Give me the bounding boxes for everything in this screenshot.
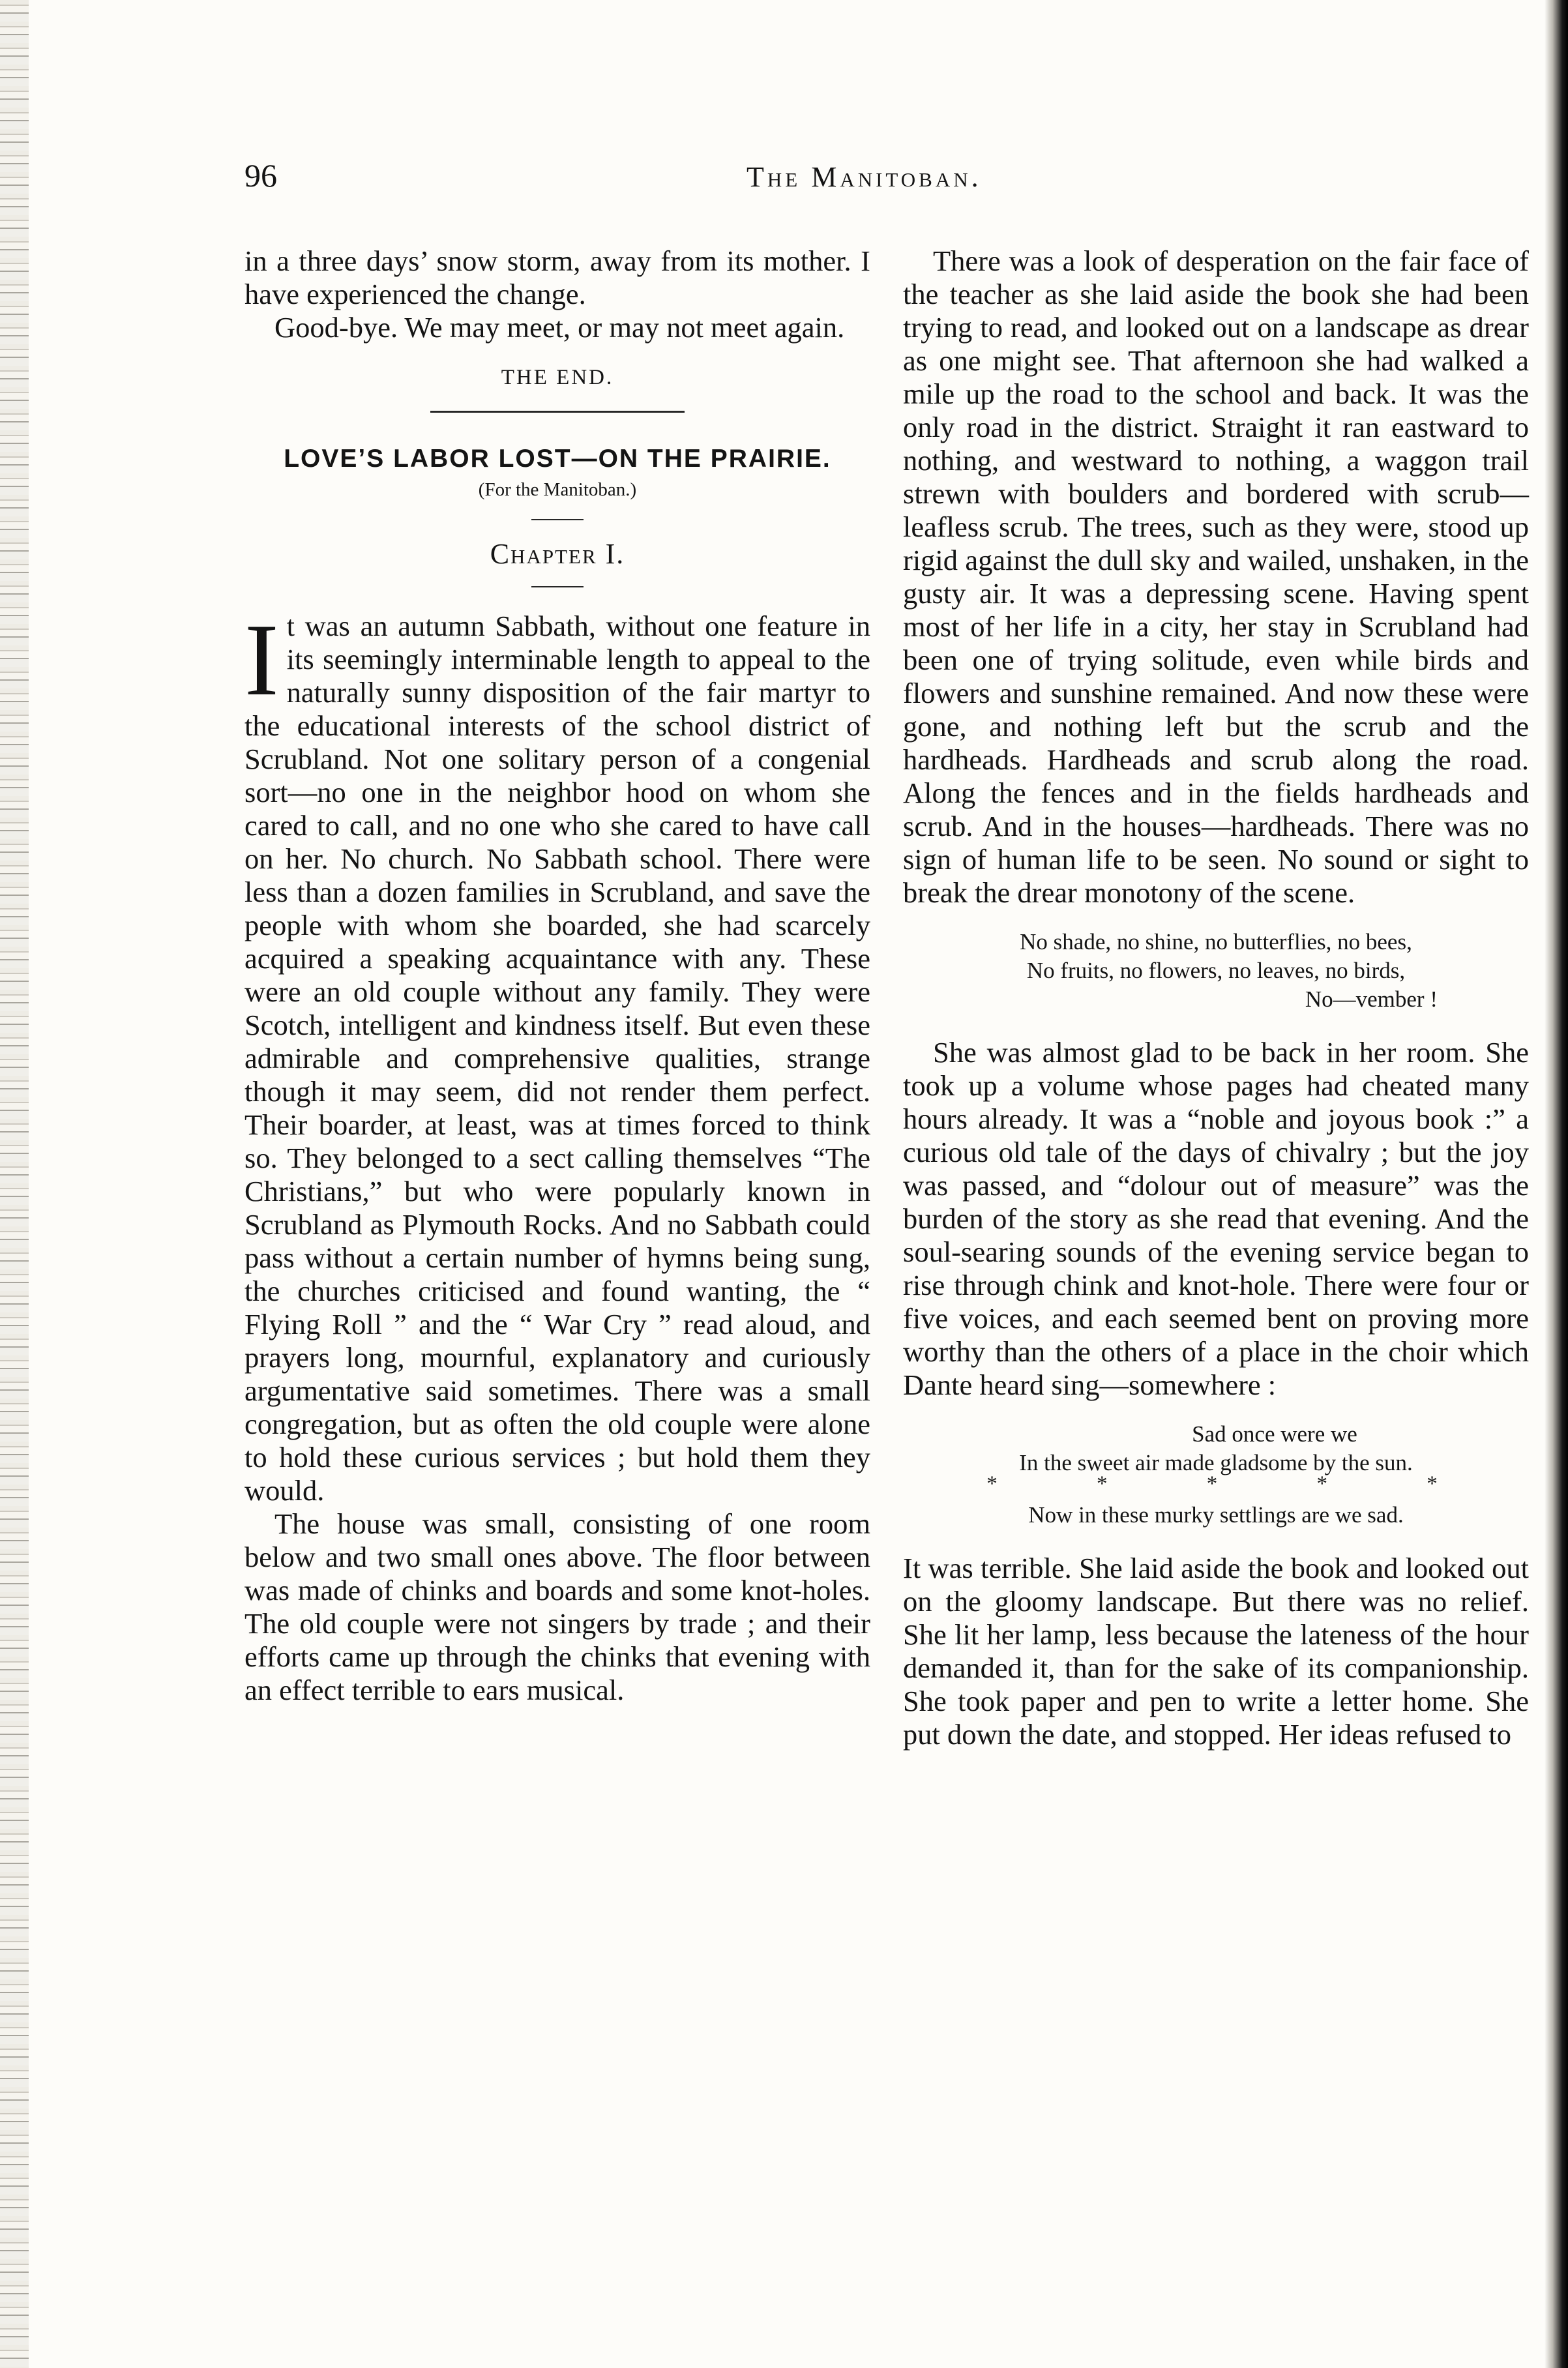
end-mark: THE END. <box>501 366 614 389</box>
short-rule-top <box>531 519 584 520</box>
chapter-heading: Chapter I. <box>490 538 625 570</box>
paragraph-room: She was almost glad to be back in her room. She took up a volume whose pages had cheated many hours already. It was a “noble and joyous book :” a curious old tale of the days of chivalry ; but the joy was passed, and “dolour out of measure” was the burden of the story as she read that evening. And the soul-searing sounds of the evening service began to rise through chink and knot-hole. There were four or five voices, and each seemed bent on proving more worthy than the others of a place in the choir which Dante heard sing—somewhere : <box>903 1036 1529 1401</box>
page-header <box>244 156 1483 209</box>
story-opening-paragraph: It was an autumn Sabbath, without one feature in its seemingly interminable length to appeal to the naturally sunny disposition of the fair martyr to the educational interests of the school district of Scrubland. Not one solitary person of a congenial sort—no one in the neighbor hood on whom she cared to call, and no one who she cared to have call on her. No church. No Sabbath school. There were less than a dozen families in Scrubland, and save the people with whom she boarded, she had scarcely acquired a speaking acquaintance with any. These were an old couple without any family. They were Scotch, intelligent and kindness itself. But even these admirable and comprehensive qualities, strange though it may seem, did not render them perfect. Their boarder, at least, was at times forced to think so. They belonged to a sect calling themselves “The Christians,” but who were popularly known in Scrubland as Plymouth Rocks. And no Sabbath could pass without a certain number of hymns being sung, the churches criticised and found wanting, the “ Flying Roll ” and the “ War Cry ” read aloud, and prayers long, mournful, explanatory and curiously argumentative said sometimes. There was a small congregation, but as often the old couple were alone to hold these curious services ; but hold them they would. <box>244 603 870 1507</box>
left-column <box>244 244 870 1707</box>
page-number: 96 <box>244 157 277 194</box>
section-divider <box>430 411 685 413</box>
verse-line: No fruits, no flowers, no leaves, no birds, <box>1026 958 1406 983</box>
story-source-note: (For the Manitoban.) <box>478 479 637 500</box>
paragraph-continued: in a three days’ snow storm, away from its mother. I have experienced the change. <box>244 244 870 310</box>
verse-line: No shade, no shine, no butterflies, no bees, <box>1020 929 1412 955</box>
paragraph-house: The house was small, consisting of one room below and two small ones above. The floor between was made of chinks and boards and some knot-holes. The old couple were not singers by trade ; and their efforts came up through the chinks that evening with an effect terrible to ears musical. <box>244 1507 870 1706</box>
verse-dante <box>903 1420 1529 1530</box>
verse-line: No—vember ! <box>1305 986 1438 1012</box>
page-binding-edge <box>0 0 29 2368</box>
paragraph-desperation: There was a look of desperation on the fair face of the teacher as she laid aside the book she had been trying to read, and looked out on a landscape as drear as one might see. That afternoon she had walked a mile up the road to the school and back. It was the only road in the district. Straight it ran eastward to nothing, and westward to nothing, a waggon trail strewn with boulders and bordered with scrub—leafless scrub. The trees, such as they were, stood up rigid against the dull sky and wailed, unshaken, in the gusty air. It was a depressing scene. Having spent most of her life in a city, her stay in Scrubland had been one of trying solitude, even while birds and flowers and sunshine remained. And now these were gone, and nothing left but the scrub and the hardheads. Hardheads and scrub along the road. Along the fences and in the fields hardheads and scrub. And in the houses—hardheads. There was no sign of human life to be seen. No sound or sight to break the drear monotony of the scene. <box>903 244 1529 909</box>
verse-line: Now in these murky settlings are we sad. <box>1028 1502 1404 1528</box>
verse-line: In the sweet air made gladsome by the sun. <box>1019 1450 1413 1475</box>
paragraph-goodbye: Good-bye. We may meet, or may not meet again. <box>274 311 845 344</box>
story-title: LOVE’S LABOR LOST—ON THE PRAIRIE. <box>284 445 831 473</box>
verse-stars: * * * * * <box>986 1472 1485 1496</box>
short-rule-bottom <box>531 586 584 587</box>
paragraph-terrible: It was terrible. She laid aside the book and looked out on the gloomy landscape. But there was no relief. She lit her lamp, less because the lateness of the hour demanded it, than for the sake of its companionship. She took paper and pen to write a letter home. She put down the date, and stopped. Her ideas refused to <box>903 1552 1529 1751</box>
verse-line: Sad once were we <box>1192 1421 1357 1447</box>
running-title: The Manitoban. <box>747 161 982 193</box>
right-column <box>903 244 1529 1751</box>
verse-november <box>903 928 1529 1014</box>
page-right-edge-shadow <box>1545 0 1568 2368</box>
